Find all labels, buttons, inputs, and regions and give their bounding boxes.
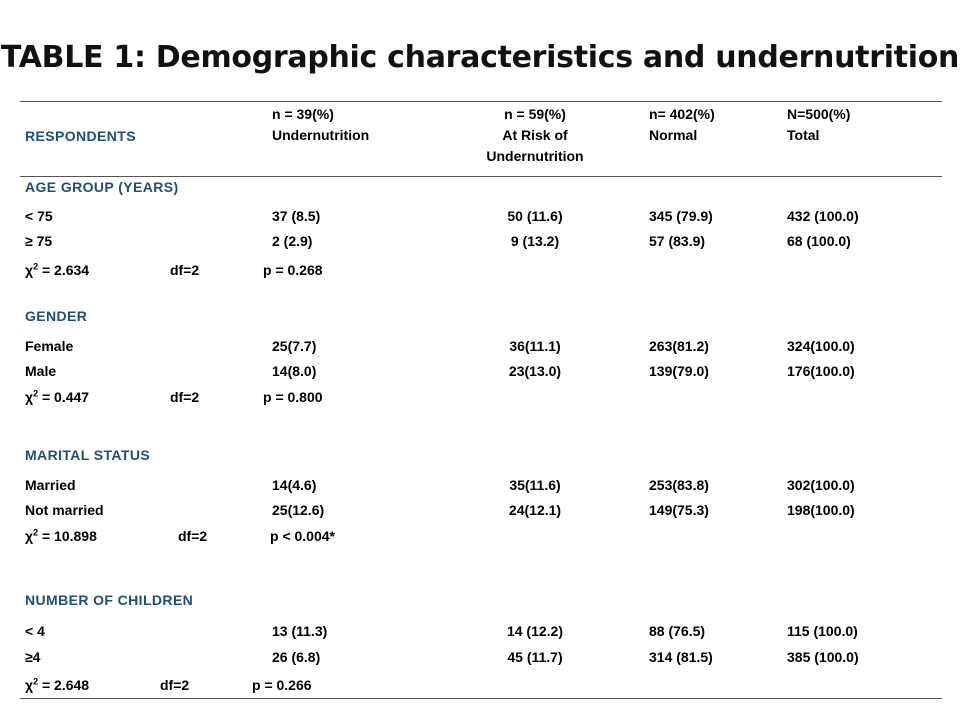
cell-at-risk: 36(11.1): [509, 338, 561, 354]
chi-square-value: $\chi^2 = 10.898$: [25, 527, 97, 544]
cell-normal: 263(81.2): [649, 338, 709, 354]
cell-total: 432 (100.0): [787, 208, 859, 224]
cell-normal: 345 (79.9): [649, 208, 713, 224]
cell-at-risk: 14 (12.2): [506, 623, 564, 639]
cell-normal: 314 (81.5): [649, 649, 713, 665]
header-at-risk: n = 59(%) At Risk of Undernutrition: [486, 106, 584, 164]
cell-normal: 253(83.8): [649, 477, 709, 493]
top-rule: [20, 101, 942, 102]
cell-total: 302(100.0): [787, 477, 855, 493]
cell-normal: 139(79.0): [649, 363, 709, 379]
bottom-rule: [20, 698, 942, 699]
header-total: N=500(%) Total: [787, 106, 851, 143]
row-label: < 4: [25, 623, 45, 639]
section-label-gender: GENDER: [25, 308, 88, 324]
cell-undernutrition: 37 (8.5): [272, 208, 321, 224]
header-normal: n= 402(%) Normal: [649, 106, 715, 143]
degrees-of-freedom: df=2: [160, 677, 190, 693]
cell-at-risk: 50 (11.6): [507, 208, 563, 224]
cell-undernutrition: 14(8.0): [272, 363, 317, 379]
table-title: TABLE 1: Demographic characteristics and undernutrition: [0, 40, 960, 75]
cell-undernutrition: 14(4.6): [272, 477, 317, 493]
degrees-of-freedom: df=2: [170, 389, 200, 405]
cell-total: 68 (100.0): [787, 233, 851, 249]
p-value: p = 0.266: [252, 677, 312, 693]
row-label: ≥ 75: [25, 233, 53, 249]
cell-undernutrition: 25(7.7): [272, 338, 317, 354]
row-label: Not married: [25, 502, 104, 518]
cell-total: 115 (100.0): [787, 623, 858, 639]
cell-normal: 149(75.3): [649, 502, 709, 518]
cell-undernutrition: 25(12.6): [272, 502, 325, 518]
chi-square-value: $\chi^2 = 0.447$: [25, 388, 90, 405]
section-label-age-group: AGE GROUP (YEARS): [25, 179, 179, 195]
header-respondents: RESPONDENTS: [25, 128, 136, 144]
cell-at-risk: 35(11.6): [509, 477, 561, 493]
degrees-of-freedom: df=2: [178, 528, 208, 544]
cell-undernutrition: 26 (6.8): [272, 649, 321, 665]
row-label: Female: [25, 338, 74, 354]
chi-square-value: $\chi^2 = 2.634$: [25, 261, 90, 278]
cell-normal: 57 (83.9): [649, 233, 706, 249]
cell-at-risk: 23(13.0): [508, 363, 562, 379]
row-label: Male: [25, 363, 57, 379]
cell-at-risk: 24(12.1): [508, 502, 562, 518]
row-label: Married: [25, 477, 76, 493]
cell-total: 176(100.0): [787, 363, 855, 379]
cell-at-risk: 9 (13.2): [510, 233, 560, 249]
section-label-number-of-children: NUMBER OF CHILDREN: [25, 592, 194, 608]
p-value: p = 0.800: [263, 389, 323, 405]
cell-undernutrition: 2 (2.9): [272, 233, 313, 249]
section-label-marital-status: MARITAL STATUS: [25, 447, 151, 463]
cell-total: 385 (100.0): [787, 649, 859, 665]
cell-undernutrition: 13 (11.3): [272, 623, 328, 639]
cell-at-risk: 45 (11.7): [507, 649, 563, 665]
p-value: p < 0.004*: [270, 528, 335, 544]
p-value: p = 0.268: [263, 262, 323, 278]
degrees-of-freedom: df=2: [170, 262, 200, 278]
cell-total: 198(100.0): [787, 502, 855, 518]
row-label: < 75: [25, 208, 53, 224]
row-label: ≥4: [25, 649, 41, 665]
header-undernutrition: n = 39(%) Undernutrition: [272, 106, 370, 143]
chi-square-value: $\chi^2 = 2.648$: [25, 676, 90, 693]
cell-normal: 88 (76.5): [649, 623, 706, 639]
cell-total: 324(100.0): [787, 338, 855, 354]
